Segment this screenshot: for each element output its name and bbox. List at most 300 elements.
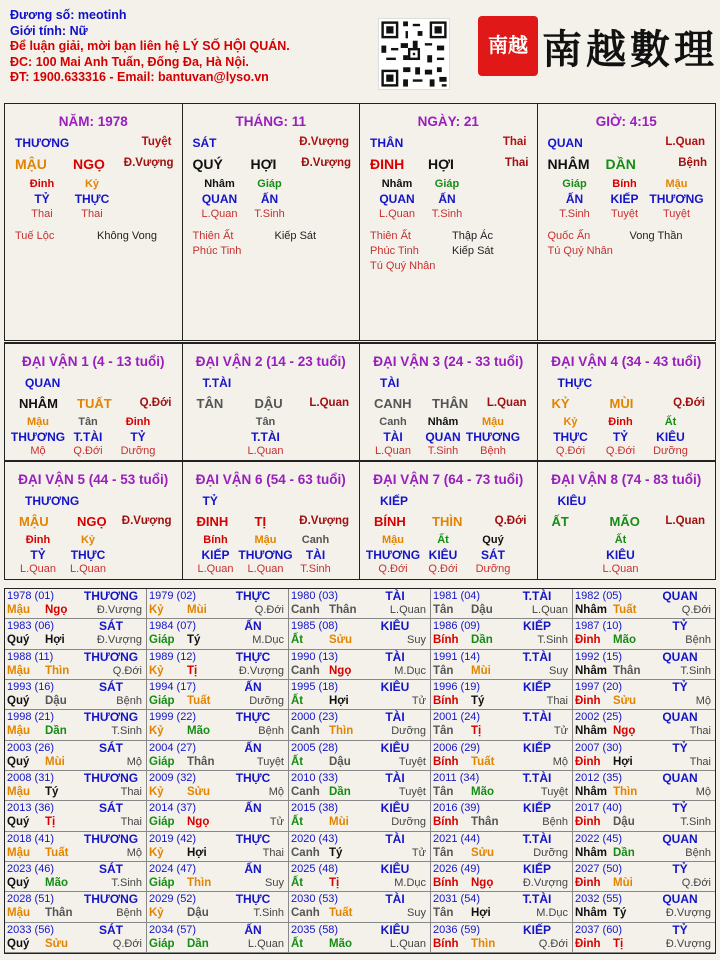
year-branch: Thìn [329, 725, 354, 738]
year-branch: Ngọ [329, 664, 352, 677]
year-ten-god: ẤN [244, 801, 262, 816]
hidden-ten-god: KIÊU [656, 430, 685, 444]
year-life-stage: T.Sinh [111, 877, 142, 889]
year-life-stage: Mộ [552, 755, 568, 768]
dai-van-title: ĐẠI VẬN 4 (34 - 43 tuổi) [551, 354, 702, 369]
year-branch: Tuất [471, 755, 495, 768]
year-life-stage: Tuyệt [256, 755, 284, 768]
dai-van-branch: DẬU [254, 396, 283, 411]
year-ten-god: ẤN [244, 862, 262, 876]
hidden-ten-god: KIÊU [428, 548, 458, 562]
year-stem: Đinh [575, 755, 601, 768]
year-label: 2024 (47) [149, 863, 197, 875]
dai-van-row-2 [4, 461, 716, 580]
year-stem: Nhâm [575, 604, 607, 616]
year-cell [289, 832, 431, 862]
year-stem: Bính [433, 634, 459, 647]
pillar-branch-state: Đ.Vượng [123, 157, 174, 169]
year-ten-god: T.TÀI [522, 771, 552, 785]
year-stem: Giáp [149, 816, 175, 829]
year-ten-god: SÁT [99, 740, 123, 755]
year-label: 2037 (60) [575, 923, 623, 936]
year-cell [5, 862, 147, 892]
year-life-stage: M.Dục [536, 907, 568, 920]
dai-van-title: ĐẠI VẬN 6 (54 - 63 tuổi) [195, 472, 346, 487]
year-branch: Tuất [613, 604, 637, 616]
year-label: 2000 (23) [291, 711, 339, 724]
hidden-life-stage: Q.Đới [378, 563, 408, 575]
year-ten-god: KIẾP [522, 862, 551, 876]
year-cell [573, 710, 715, 740]
year-cell [147, 801, 289, 831]
year-life-stage: Mộ [695, 786, 711, 798]
year-branch: Thân [187, 755, 215, 768]
year-label: 2021 (44) [433, 832, 481, 845]
hidden-life-stage: T.Sinh [427, 445, 459, 457]
year-stem: Đinh [575, 634, 601, 647]
year-label: 1999 (22) [149, 711, 197, 724]
hidden-life-stage: Thai [81, 208, 103, 220]
year-life-stage: Suy [407, 634, 426, 647]
special-star: Tú Quý Nhân [547, 245, 613, 257]
year-stem: Canh [291, 725, 320, 738]
pillar-ten-god-state: Tuyệt [141, 136, 172, 148]
special-star: Vong Thần [629, 230, 683, 242]
year-stem: Canh [291, 786, 320, 798]
year-branch: Mùi [329, 816, 349, 829]
year-branch: Dần [45, 725, 67, 738]
address: ĐC: 100 Mai Anh Tuấn, Đống Đa, Hà Nội. [10, 54, 249, 69]
year-ten-god: TỶ [672, 862, 688, 876]
year-cell [289, 650, 431, 680]
pillar-title: NGÀY: 21 [417, 114, 479, 129]
special-star: Quốc Ấn [547, 230, 591, 242]
year-branch: Dậu [329, 755, 351, 768]
dai-van-state: L.Quan [486, 397, 527, 409]
year-branch: Hợi [187, 846, 207, 859]
year-cell [289, 892, 431, 922]
pillar-ten-god: SÁT [192, 136, 217, 150]
year-cell [431, 771, 573, 801]
year-cell [289, 771, 431, 801]
year-ten-god: T.TÀI [522, 649, 552, 664]
hidden-stem: Nhâm [427, 416, 459, 428]
year-ten-god: THỰC [235, 831, 271, 846]
year-label: 1991 (14) [433, 650, 481, 663]
year-stem: Quý [7, 634, 30, 647]
pillar-stem: QUÝ [192, 156, 223, 172]
year-life-stage: L.Quan [531, 604, 568, 616]
year-life-stage: Bệnh [685, 846, 711, 859]
year-branch: Tị [613, 937, 624, 950]
year-stem: Mậu [7, 664, 30, 677]
year-stem: Quý [7, 695, 30, 707]
year-label: 2001 (24) [433, 711, 481, 724]
year-life-stage: Tử [269, 816, 284, 829]
year-label: 1996 (19) [433, 681, 481, 693]
year-life-stage: L.Quan [389, 937, 426, 950]
hidden-ten-god: TỶ [30, 548, 46, 562]
year-branch: Thân [613, 664, 641, 677]
year-branch: Thân [471, 816, 499, 829]
year-label: 1979 (02) [149, 590, 197, 602]
year-life-stage: T.Sinh [111, 725, 142, 738]
special-star: Tuế Lộc [15, 230, 55, 242]
year-ten-god: KIẾP [522, 740, 551, 755]
year-stem: Tân [433, 786, 454, 798]
year-branch: Tý [187, 634, 201, 647]
special-star: Tú Quý Nhân [370, 260, 436, 272]
year-stem: Kỷ [149, 604, 164, 616]
year-life-stage: Đ.Vượng [665, 907, 711, 920]
year-label: 1980 (03) [291, 590, 339, 602]
year-life-stage: M.Dục [394, 877, 426, 889]
year-label: 2035 (58) [291, 923, 339, 936]
dai-van-branch: THÌN [432, 514, 463, 529]
pillar-branch: DẦN [605, 156, 636, 172]
seal-icon: 南越 [478, 16, 538, 76]
year-cell [147, 862, 289, 892]
year-ten-god: SÁT [99, 922, 123, 937]
hidden-ten-god: TỶ [612, 430, 629, 444]
year-ten-god: QUAN [662, 831, 698, 846]
year-stem: Canh [291, 664, 320, 677]
pillar-title: THÁNG: 11 [235, 114, 306, 129]
year-stem: Kỷ [149, 725, 164, 738]
dai-van-ten-god: QUAN [25, 376, 61, 390]
hidden-ten-god: T.TÀI [73, 430, 103, 444]
year-branch: Mão [471, 786, 494, 798]
year-cell [147, 680, 289, 710]
year-cell [5, 650, 147, 680]
year-stem: Kỷ [149, 786, 164, 798]
year-life-stage: Tử [553, 725, 568, 738]
hidden-stem: Giáp [257, 178, 282, 190]
year-ten-god: T.TÀI [522, 710, 552, 725]
year-ten-god: KIẾP [522, 680, 551, 694]
year-ten-god: TÀI [385, 771, 405, 785]
year-branch: Thân [329, 604, 357, 616]
dai-van-title: ĐẠI VẬN 3 (24 - 33 tuổi) [373, 354, 524, 369]
dai-van-state: Đ.Vượng [121, 515, 172, 527]
year-branch: Dậu [471, 604, 493, 616]
hidden-stem: Đinh [25, 534, 51, 546]
year-stem: Ất [291, 634, 304, 647]
pillar-stem: NHÂM [547, 156, 590, 172]
year-branch: Sửu [613, 695, 637, 707]
year-ten-god: TỶ [672, 801, 688, 816]
year-stem: Đinh [575, 695, 601, 707]
year-life-stage: Thai [689, 755, 711, 768]
year-life-stage: Tuyệt [398, 786, 426, 798]
hidden-ten-god: QUAN [425, 430, 461, 444]
year-ten-god: KIÊU [380, 922, 410, 937]
year-label: 1998 (21) [7, 711, 55, 724]
year-life-stage: Đ.Vượng [238, 664, 284, 677]
year-stem: Quý [7, 755, 30, 768]
year-cell [5, 892, 147, 922]
year-cell [5, 619, 147, 649]
year-branch: Dần [187, 937, 209, 950]
year-cell [289, 741, 431, 771]
pillar-ten-god-state: L.Quan [665, 136, 705, 148]
year-branch: Dậu [187, 907, 209, 920]
year-cell [573, 589, 715, 619]
year-branch: Tý [613, 907, 627, 920]
dai-van-state: L.Quan [665, 515, 705, 527]
dai-van-branch: THÂN [432, 396, 469, 411]
special-star: Phúc Tinh [370, 245, 419, 257]
pillar-cell [183, 104, 361, 340]
year-label: 1989 (12) [149, 650, 197, 663]
year-branch: Thìn [187, 877, 212, 889]
hidden-stem: Mậu [254, 534, 277, 546]
year-label: 2032 (55) [575, 893, 623, 906]
year-label: 2003 (26) [7, 741, 55, 754]
special-star: Không Vong [97, 230, 157, 242]
year-stem: Quý [7, 937, 30, 950]
year-stem: Bính [433, 877, 459, 889]
year-cell [431, 801, 573, 831]
dai-van-state: Q.Đới [494, 515, 527, 527]
year-branch: Ngọ [613, 725, 636, 738]
hidden-ten-god: SÁT [481, 548, 505, 562]
pillar-ten-god: QUAN [547, 136, 583, 150]
year-label: 2031 (54) [433, 893, 481, 906]
year-cell [289, 923, 431, 953]
dai-van-branch: TUẤT [77, 396, 112, 411]
year-life-stage: Mộ [126, 755, 142, 768]
year-stem: Bính [433, 695, 459, 707]
year-ten-god: THỰC [235, 649, 271, 664]
year-ten-god: THƯƠNG [83, 589, 139, 603]
year-branch: Hợi [613, 755, 633, 768]
year-label: 2010 (33) [291, 772, 339, 784]
year-stem: Đinh [575, 937, 601, 950]
year-cell [573, 801, 715, 831]
year-branch: Mão [187, 725, 210, 738]
year-branch: Tuất [45, 846, 69, 859]
year-branch: Hợi [471, 907, 491, 920]
dai-van-ten-god: THỰC [557, 376, 593, 390]
hidden-life-stage: L.Quan [602, 563, 639, 575]
hidden-life-stage: Tuyệt [610, 208, 639, 220]
year-branch: Hợi [45, 634, 65, 647]
dai-van-title: ĐẠI VẬN 1 (4 - 13 tuổi) [21, 354, 165, 369]
phone-email: ĐT: 1900.633316 - Email: bantuvan@lyso.vn [10, 70, 269, 84]
special-star: Kiếp Sát [452, 245, 494, 257]
year-ten-god: TÀI [385, 710, 405, 725]
dai-van-ten-god: KIÊU [557, 494, 587, 508]
year-label: 2002 (25) [575, 711, 623, 724]
year-ten-god: T.TÀI [522, 831, 552, 846]
hidden-ten-god: THƯƠNG [465, 430, 521, 444]
hidden-stem: Ất [614, 534, 627, 546]
hidden-ten-god: THƯƠNG [238, 548, 293, 562]
year-life-stage: Dưỡng [391, 725, 426, 738]
hidden-stem: Tân [255, 416, 276, 428]
year-cell [431, 892, 573, 922]
year-label: 2022 (45) [575, 832, 623, 845]
year-stem: Bính [433, 816, 459, 829]
year-label: 1982 (05) [575, 590, 623, 602]
year-stem: Giáp [149, 755, 175, 768]
year-cell [573, 619, 715, 649]
year-stem: Bính [433, 755, 459, 768]
year-label: 2036 (59) [433, 923, 481, 936]
pillar-branch: HỢI [428, 156, 454, 172]
year-life-stage: Thai [120, 786, 142, 798]
year-stem: Mậu [7, 725, 30, 738]
hidden-stem: Giáp [434, 178, 460, 190]
hidden-ten-god: ẤN [260, 192, 279, 206]
year-stem: Bính [433, 937, 459, 950]
year-label: 2016 (39) [433, 802, 481, 815]
hidden-ten-god: THỰC [553, 430, 588, 444]
year-label: 2018 (41) [7, 832, 55, 845]
year-cell [431, 680, 573, 710]
hidden-life-stage: L.Quan [69, 563, 107, 575]
year-stem: Đinh [575, 816, 601, 829]
year-label: 2028 (51) [7, 893, 55, 906]
hidden-stem: Mậu [482, 416, 504, 428]
hidden-stem: Tân [78, 416, 98, 428]
year-label: 1987 (10) [575, 620, 623, 633]
year-cell [147, 619, 289, 649]
dai-van-stem: NHÂM [19, 396, 58, 411]
dai-van-state: Q.Đới [673, 397, 705, 409]
year-stem: Nhâm [575, 846, 607, 859]
dai-van-stem: ĐINH [196, 514, 229, 529]
year-cell [289, 710, 431, 740]
pillar-title: NĂM: 1978 [58, 114, 128, 129]
dai-van-cell [360, 344, 538, 461]
hidden-ten-god: THỰC [70, 548, 106, 562]
year-label: 2020 (43) [291, 832, 339, 845]
year-cell [147, 923, 289, 953]
year-life-stage: M.Dục [252, 634, 284, 647]
hidden-life-stage: L.Quan [378, 208, 416, 220]
year-stem: Nhâm [575, 786, 607, 798]
year-cell [573, 741, 715, 771]
year-stem: Tân [433, 907, 454, 920]
hidden-ten-god: ẤN [565, 192, 584, 206]
dai-van-ten-god: KIẾP [380, 494, 409, 508]
year-label: 2023 (46) [7, 863, 55, 875]
year-branch: Ngọ [187, 816, 210, 829]
hidden-stem: Ất [664, 416, 677, 428]
year-ten-god: THƯƠNG [83, 831, 139, 846]
year-stem: Nhâm [575, 907, 607, 920]
owner-name: Đương số: meotinh [10, 8, 127, 22]
hidden-stem: Canh [301, 534, 330, 546]
year-branch: Tuất [187, 695, 211, 707]
pillar-cell [5, 104, 183, 340]
year-ten-god: SÁT [99, 862, 123, 876]
year-stem: Kỷ [149, 907, 164, 920]
year-branch: Mùi [45, 755, 65, 768]
year-life-stage: Bệnh [258, 725, 284, 738]
year-ten-god: ẤN [244, 740, 262, 755]
year-life-stage: Q.Đới [112, 937, 142, 950]
year-stem: Quý [7, 816, 30, 829]
year-branch: Mão [45, 877, 68, 889]
year-ten-god: KIÊU [380, 862, 410, 876]
year-ten-god: THƯƠNG [83, 892, 139, 907]
year-branch: Mão [613, 634, 636, 647]
year-branch: Ngọ [45, 604, 68, 616]
year-cell [147, 710, 289, 740]
year-branch: Tuất [329, 907, 353, 920]
dai-van-cell [183, 344, 361, 461]
year-life-stage: Tử [411, 846, 426, 859]
year-stem: Kỷ [149, 846, 164, 859]
year-stem: Đinh [575, 877, 601, 889]
year-stem: Canh [291, 907, 320, 920]
year-label: 2012 (35) [575, 772, 623, 784]
pillar-stem: ĐINH [370, 156, 405, 172]
year-cell [289, 862, 431, 892]
year-branch: Dần [613, 846, 635, 859]
qr-code-icon [378, 18, 450, 90]
year-stem: Canh [291, 846, 320, 859]
year-life-stage: Dưỡng [391, 816, 426, 829]
year-branch: Sửu [45, 937, 69, 950]
hidden-life-stage: L.Quan [197, 563, 234, 575]
hidden-life-stage: Q.Đới [605, 445, 636, 457]
year-cell [573, 680, 715, 710]
year-label: 2017 (40) [575, 802, 623, 815]
year-life-stage: T.Sinh [253, 907, 284, 920]
year-label: 2027 (50) [575, 863, 623, 875]
pillar-ten-god: THÂN [370, 136, 404, 150]
year-label: 1981 (04) [433, 590, 481, 602]
year-branch: Dần [329, 786, 351, 798]
hidden-ten-god: THỰC [74, 192, 110, 206]
pillar-branch-state: Thai [504, 157, 529, 169]
dai-van-cell [5, 462, 183, 579]
year-branch: Tý [471, 695, 485, 707]
dai-van-cell [183, 462, 361, 579]
year-cell [5, 801, 147, 831]
year-stem: Nhâm [575, 664, 607, 677]
year-branch: Tý [45, 786, 59, 798]
year-life-stage: Bệnh [542, 816, 568, 829]
year-branch: Tị [45, 816, 56, 829]
hidden-life-stage: L.Quan [201, 208, 238, 220]
dai-van-ten-god: T.TÀI [202, 376, 232, 390]
year-stem: Kỷ [149, 664, 164, 677]
pillar-ten-god-state: Đ.Vượng [299, 136, 349, 148]
year-cell [147, 589, 289, 619]
year-branch: Dậu [613, 816, 635, 829]
year-stem: Giáp [149, 634, 175, 647]
year-cell [289, 680, 431, 710]
year-label: 1993 (16) [7, 681, 55, 693]
hidden-ten-god: THƯƠNG [10, 430, 66, 444]
year-stem: Mậu [7, 786, 30, 798]
year-branch: Thìn [45, 664, 70, 677]
dai-van-branch: NGỌ [77, 514, 107, 529]
pillar-title: GIỜ: 4:15 [595, 114, 657, 129]
pillar-branch-state: Bệnh [678, 157, 707, 169]
year-branch: Tị [329, 877, 340, 889]
year-label: 1983 (06) [7, 620, 55, 633]
year-label: 2025 (48) [291, 863, 339, 875]
year-cell [289, 619, 431, 649]
year-cell [573, 892, 715, 922]
dai-van-state: Đ.Vượng [299, 515, 349, 527]
